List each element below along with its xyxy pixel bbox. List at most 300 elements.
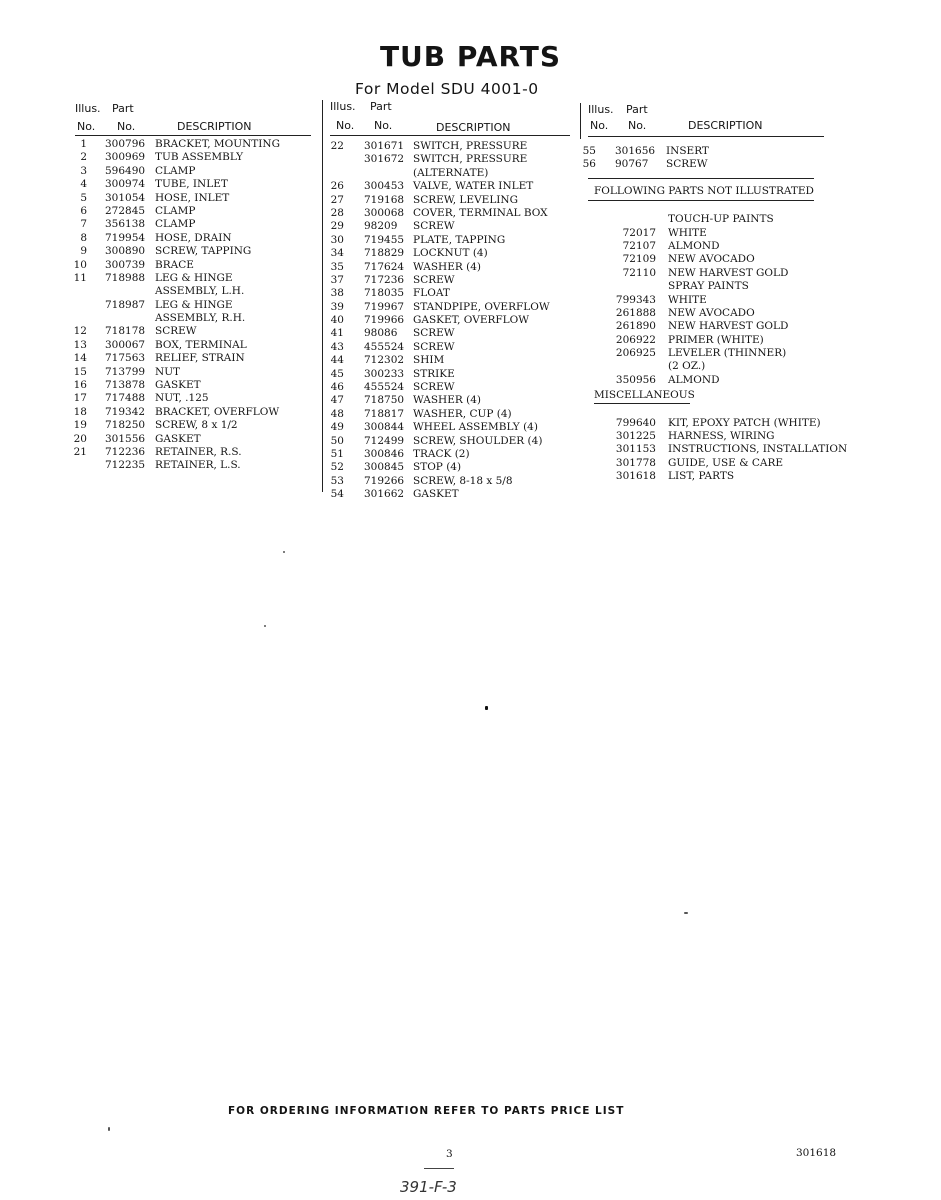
header-illus: Illus. — [588, 103, 614, 116]
part-description: NEW AVOCADO — [668, 306, 755, 319]
parts-row — [75, 218, 315, 231]
illus-number: 16 — [73, 379, 87, 392]
illus-number: 15 — [73, 365, 87, 378]
part-number: 301618 — [615, 470, 656, 483]
page-subtitle: For Model SDU 4001-0 — [355, 80, 539, 98]
section-rule — [588, 200, 814, 201]
illus-number: 20 — [73, 432, 87, 445]
parts-row — [588, 307, 838, 320]
part-description: BOX, TERMINAL — [155, 338, 247, 351]
part-description: WHEEL ASSEMBLY (4) — [413, 421, 538, 434]
column-header — [588, 103, 838, 139]
part-number: 717563 — [105, 352, 146, 365]
part-number: 455524 — [364, 381, 405, 394]
header-rule — [588, 136, 824, 137]
parts-row — [75, 312, 315, 325]
header-illus: Illus. — [330, 100, 356, 113]
header-illus-no: No. — [77, 120, 96, 133]
page-number-rule — [424, 1168, 454, 1169]
parts-row — [75, 352, 315, 365]
part-description: HARNESS, WIRING — [668, 430, 775, 443]
part-description: GASKET, OVERFLOW — [413, 314, 530, 327]
part-description: SCREW, 8-18 x 5/8 — [413, 474, 513, 487]
parts-row — [330, 207, 574, 220]
part-number: 301225 — [615, 430, 656, 443]
part-number: 300846 — [364, 447, 405, 460]
parts-rows — [330, 140, 574, 502]
parts-row — [330, 314, 574, 327]
part-number: 301556 — [105, 432, 146, 445]
part-description: SCREW — [413, 273, 455, 286]
part-description: STRIKE — [413, 367, 455, 380]
parts-row — [75, 299, 315, 312]
parts-rows — [582, 145, 838, 172]
illus-number: 8 — [80, 231, 87, 244]
part-number: 713799 — [105, 365, 146, 378]
parts-row — [75, 272, 315, 285]
parts-row — [75, 138, 315, 151]
header-rule — [330, 135, 570, 136]
illus-number: 1 — [80, 138, 87, 150]
illus-number: 46 — [330, 381, 344, 394]
part-description: HOSE, INLET — [155, 191, 230, 204]
part-number: 206922 — [615, 333, 656, 346]
parts-row — [330, 247, 574, 260]
part-number: 717488 — [105, 392, 146, 405]
parts-row — [588, 334, 838, 347]
part-number: 718829 — [364, 247, 405, 260]
illus-number: 4 — [80, 178, 87, 191]
header-description: DESCRIPTION — [688, 119, 763, 132]
part-number: 261890 — [615, 320, 656, 333]
part-number: 718817 — [364, 407, 405, 420]
parts-row — [330, 140, 574, 153]
part-number: 300068 — [364, 206, 405, 219]
parts-row — [75, 245, 315, 258]
parts-row — [588, 347, 838, 360]
part-description: WASHER (4) — [413, 394, 481, 407]
parts-row — [75, 151, 315, 164]
part-description: LIST, PARTS — [668, 470, 735, 483]
part-description: BRACE — [155, 258, 194, 271]
parts-row — [75, 446, 315, 459]
parts-row — [588, 443, 848, 456]
parts-row — [75, 419, 315, 432]
parts-row — [588, 280, 838, 293]
ordering-footer: FOR ORDERING INFORMATION REFER TO PARTS PRICE LIST — [228, 1105, 625, 1117]
parts-row — [75, 259, 315, 272]
part-number: 72107 — [622, 239, 656, 252]
illus-number: 40 — [330, 314, 344, 327]
column-header — [75, 100, 315, 136]
illus-number: 49 — [330, 421, 344, 434]
part-description: INSTRUCTIONS, INSTALLATION — [668, 443, 848, 456]
illus-number: 19 — [73, 419, 87, 432]
part-number: 301656 — [615, 145, 656, 157]
part-number: 90767 — [615, 158, 649, 171]
illus-number: 34 — [330, 247, 344, 260]
illus-number: 10 — [73, 258, 87, 271]
part-number: 300974 — [105, 178, 146, 191]
illus-number: 55 — [582, 145, 596, 157]
header-description: DESCRIPTION — [436, 121, 511, 134]
part-number: 718035 — [364, 287, 405, 300]
part-number: 300453 — [364, 180, 405, 193]
part-description: KIT, EPOXY PATCH (WHITE) — [668, 416, 821, 429]
parts-row — [75, 406, 315, 419]
part-number: 718750 — [364, 394, 405, 407]
part-number: 799640 — [615, 416, 656, 429]
part-description: FLOAT — [413, 287, 450, 300]
part-number: 300845 — [364, 461, 405, 474]
illus-number: 28 — [330, 206, 344, 219]
illus-number: 53 — [330, 474, 344, 487]
not-illustrated-heading: FOLLOWING PARTS NOT ILLUSTRATED — [594, 184, 814, 197]
parts-row — [582, 145, 838, 158]
illus-number: 52 — [330, 461, 344, 474]
section-rule — [588, 178, 814, 179]
part-description: LOCKNUT (4) — [413, 247, 488, 260]
part-number: 719966 — [364, 314, 405, 327]
part-description: (2 OZ.) — [668, 360, 706, 373]
parts-row — [330, 421, 574, 434]
illus-number: 9 — [80, 245, 87, 258]
part-description: HOSE, DRAIN — [155, 231, 232, 244]
part-description: LEG & HINGE — [155, 271, 233, 284]
part-description: CLAMP — [155, 204, 196, 217]
parts-row — [75, 285, 315, 298]
illus-number: 51 — [330, 447, 344, 460]
parts-row — [330, 368, 574, 381]
part-number: 300233 — [364, 367, 405, 380]
parts-row — [330, 274, 574, 287]
part-number: 718178 — [105, 325, 146, 338]
part-number: 300796 — [105, 138, 146, 150]
section-rule — [594, 403, 690, 404]
part-description: SPRAY PAINTS — [668, 280, 749, 293]
illus-number: 39 — [330, 300, 344, 313]
illus-number: 29 — [330, 220, 344, 233]
parts-rows — [75, 138, 315, 473]
part-description: BRACKET, OVERFLOW — [155, 405, 280, 418]
header-part: Part — [112, 102, 134, 115]
header-rule — [75, 135, 311, 136]
part-description: SCREW, 8 x 1/2 — [155, 419, 238, 432]
illus-number: 13 — [73, 338, 87, 351]
part-description: RETAINER, L.S. — [155, 459, 241, 472]
parts-row — [75, 339, 315, 352]
part-number: 300844 — [364, 421, 405, 434]
part-description: CLAMP — [155, 218, 196, 231]
header-part-no: No. — [374, 119, 393, 132]
parts-row — [75, 379, 315, 392]
part-number: 713878 — [105, 379, 146, 392]
part-number: 300067 — [105, 338, 146, 351]
parts-row — [588, 360, 838, 373]
part-description: SCREW, LEVELING — [413, 193, 519, 206]
part-number: 350956 — [615, 373, 656, 386]
scan-speck — [684, 912, 688, 914]
part-description: LEVELER (THINNER) — [668, 347, 787, 360]
part-number: 717236 — [364, 273, 405, 286]
parts-row — [75, 178, 315, 191]
illus-number: 7 — [80, 218, 87, 231]
misc-heading: MISCELLANEOUS — [594, 389, 695, 402]
parts-row — [75, 366, 315, 379]
parts-row — [75, 192, 315, 205]
part-description: LEG & HINGE — [155, 298, 233, 311]
part-description: PRIMER (WHITE) — [668, 333, 764, 346]
part-description: COVER, TERMINAL BOX — [413, 206, 548, 219]
parts-row — [588, 267, 838, 280]
part-description: WHITE — [668, 226, 707, 239]
part-number: 300739 — [105, 258, 146, 271]
parts-column-3 — [582, 103, 848, 484]
illus-number: 47 — [330, 394, 344, 407]
illus-number: 3 — [80, 164, 87, 177]
illus-number: 6 — [80, 204, 87, 217]
part-description: STANDPIPE, OVERFLOW — [413, 300, 550, 313]
parts-row — [330, 475, 574, 488]
parts-row — [330, 354, 574, 367]
parts-column-2 — [330, 100, 574, 502]
illus-number: 11 — [73, 271, 87, 284]
part-number: 72110 — [622, 266, 656, 279]
part-description: NEW HARVEST GOLD — [668, 320, 789, 333]
parts-row — [588, 253, 838, 266]
not-illustrated-rows — [588, 213, 838, 387]
parts-row — [588, 417, 838, 430]
part-number: 719168 — [364, 193, 405, 206]
part-description: RETAINER, R.S. — [155, 445, 242, 458]
part-number: 718987 — [105, 298, 146, 311]
part-number: 301662 — [364, 488, 405, 501]
part-description: SWITCH, PRESSURE — [413, 153, 528, 166]
part-description: SCREW, TAPPING — [155, 245, 252, 258]
part-number: 72017 — [622, 226, 656, 239]
document-number: 301618 — [796, 1147, 837, 1159]
part-number: 718250 — [105, 419, 146, 432]
scan-speck — [108, 1127, 110, 1131]
part-description: WASHER, CUP (4) — [413, 407, 512, 420]
part-description: GASKET — [413, 488, 459, 501]
part-number: 718988 — [105, 271, 146, 284]
illus-number: 45 — [330, 367, 344, 380]
part-number: 72109 — [622, 253, 656, 266]
header-illus-no: No. — [590, 119, 609, 132]
illus-number: 38 — [330, 287, 344, 300]
part-number: 272845 — [105, 204, 146, 217]
illus-number: 50 — [330, 434, 344, 447]
illus-number: 22 — [330, 140, 344, 152]
header-illus: Illus. — [75, 102, 101, 115]
part-description: NEW HARVEST GOLD — [668, 266, 789, 279]
illus-number: 30 — [330, 233, 344, 246]
parts-row — [75, 459, 315, 472]
illus-number: 17 — [73, 392, 87, 405]
part-number: 719455 — [364, 233, 405, 246]
parts-row — [588, 227, 838, 240]
parts-column-1 — [75, 100, 315, 473]
parts-row — [330, 153, 574, 166]
part-description: SWITCH, PRESSURE — [413, 140, 528, 152]
part-description: PLATE, TAPPING — [413, 233, 506, 246]
part-description: ALMOND — [668, 239, 720, 252]
parts-row — [582, 158, 838, 171]
scan-speck — [283, 551, 285, 553]
parts-row — [330, 461, 574, 474]
part-number: 98209 — [364, 220, 398, 233]
illus-number: 54 — [330, 488, 344, 501]
part-number: 717624 — [364, 260, 405, 273]
illus-number: 5 — [80, 191, 87, 204]
illus-number: 12 — [73, 325, 87, 338]
part-number: 206925 — [615, 347, 656, 360]
parts-row — [330, 261, 574, 274]
parts-row — [330, 408, 574, 421]
part-description: SCREW — [413, 381, 455, 394]
part-description: SCREW — [413, 327, 455, 340]
part-number: 712302 — [364, 354, 405, 367]
illus-number: 56 — [582, 158, 596, 171]
parts-row — [330, 448, 574, 461]
header-part-no: No. — [117, 120, 136, 133]
part-description: STOP (4) — [413, 461, 462, 474]
parts-row — [330, 220, 574, 233]
illus-number: 26 — [330, 180, 344, 193]
part-number: 712235 — [105, 459, 146, 472]
part-number: 301778 — [615, 456, 656, 469]
parts-row — [330, 327, 574, 340]
parts-row — [588, 320, 838, 333]
part-description: SCREW — [413, 340, 455, 353]
parts-row — [588, 213, 838, 226]
parts-row — [75, 433, 315, 446]
part-description: NEW AVOCADO — [668, 253, 755, 266]
part-description: SCREW, SHOULDER (4) — [413, 434, 543, 447]
part-description: TUB ASSEMBLY — [155, 151, 244, 164]
parts-row — [75, 232, 315, 245]
part-description: BRACKET, MOUNTING — [155, 138, 281, 150]
part-number: 719954 — [105, 231, 146, 244]
part-description: INSERT — [666, 145, 709, 157]
parts-row — [588, 240, 838, 253]
part-description: (ALTERNATE) — [413, 166, 489, 179]
part-number: 799343 — [615, 293, 656, 306]
illus-number: 44 — [330, 354, 344, 367]
parts-row — [330, 381, 574, 394]
illus-number: 21 — [73, 445, 87, 458]
part-description: GUIDE, USE & CARE — [668, 456, 784, 469]
illus-number: 14 — [73, 352, 87, 365]
part-description: ALMOND — [668, 373, 720, 386]
illus-number: 43 — [330, 340, 344, 353]
illus-number: 48 — [330, 407, 344, 420]
part-description: RELIEF, STRAIN — [155, 352, 245, 365]
part-description: NUT — [155, 365, 181, 378]
part-number: 455524 — [364, 340, 405, 353]
parts-row — [330, 234, 574, 247]
part-number: 712499 — [364, 434, 405, 447]
page-number: 3 — [446, 1148, 453, 1160]
parts-row — [330, 194, 574, 207]
illus-number: 35 — [330, 260, 344, 273]
part-number: 301672 — [364, 153, 405, 166]
header-illus-no: No. — [336, 119, 355, 132]
misc-rows — [588, 416, 848, 484]
part-description: VALVE, WATER INLET — [413, 180, 534, 193]
parts-row — [588, 374, 838, 387]
part-description: WHITE — [668, 293, 707, 306]
page-title: TUB PARTS — [379, 40, 562, 73]
part-description: SHIM — [413, 354, 445, 367]
column-divider — [580, 103, 581, 139]
parts-row — [588, 294, 838, 307]
illus-number: 37 — [330, 273, 344, 286]
parts-row — [330, 287, 574, 300]
part-number: 719342 — [105, 405, 146, 418]
part-description: SCREW — [666, 158, 708, 171]
handwritten-mark: 391-F-3 — [400, 1178, 457, 1196]
part-number: 261888 — [615, 306, 656, 319]
part-number: 300890 — [105, 245, 146, 258]
part-description: CLAMP — [155, 164, 196, 177]
part-description: TUBE, INLET — [155, 178, 228, 191]
header-part: Part — [626, 103, 648, 116]
part-description: ASSEMBLY, R.H. — [155, 312, 246, 325]
part-description: SCREW — [413, 220, 455, 233]
part-number: 98086 — [364, 327, 398, 340]
parts-row — [330, 394, 574, 407]
part-number: 712236 — [105, 445, 146, 458]
illus-number: 27 — [330, 193, 344, 206]
scan-speck — [485, 706, 488, 710]
part-number: 301054 — [105, 191, 146, 204]
header-description: DESCRIPTION — [177, 120, 252, 133]
illus-number: 2 — [80, 151, 87, 164]
part-number: 301153 — [615, 443, 656, 456]
illus-number: 41 — [330, 327, 344, 340]
parts-row — [588, 430, 838, 443]
parts-row — [330, 180, 574, 193]
part-description: GASKET — [155, 379, 201, 392]
part-description: WASHER (4) — [413, 260, 481, 273]
part-description: NUT, .125 — [155, 392, 209, 405]
parts-row — [330, 435, 574, 448]
part-description: TOUCH-UP PAINTS — [668, 213, 774, 226]
parts-row — [75, 165, 315, 178]
part-description: TRACK (2) — [413, 447, 470, 460]
column-header — [330, 100, 574, 136]
parts-row — [588, 457, 838, 470]
part-number: 300969 — [105, 151, 146, 164]
part-number: 719266 — [364, 474, 405, 487]
parts-row — [75, 325, 315, 338]
header-part-no: No. — [628, 119, 647, 132]
part-description: GASKET — [155, 432, 201, 445]
parts-row — [75, 205, 315, 218]
part-number: 719967 — [364, 300, 405, 313]
parts-row — [330, 488, 574, 501]
scan-speck — [264, 625, 266, 627]
parts-row — [330, 301, 574, 314]
part-number: 301671 — [364, 140, 405, 152]
part-description: ASSEMBLY, L.H. — [155, 285, 245, 298]
parts-row — [330, 341, 574, 354]
parts-row — [588, 470, 838, 483]
header-part: Part — [370, 100, 392, 113]
parts-row — [330, 167, 574, 180]
